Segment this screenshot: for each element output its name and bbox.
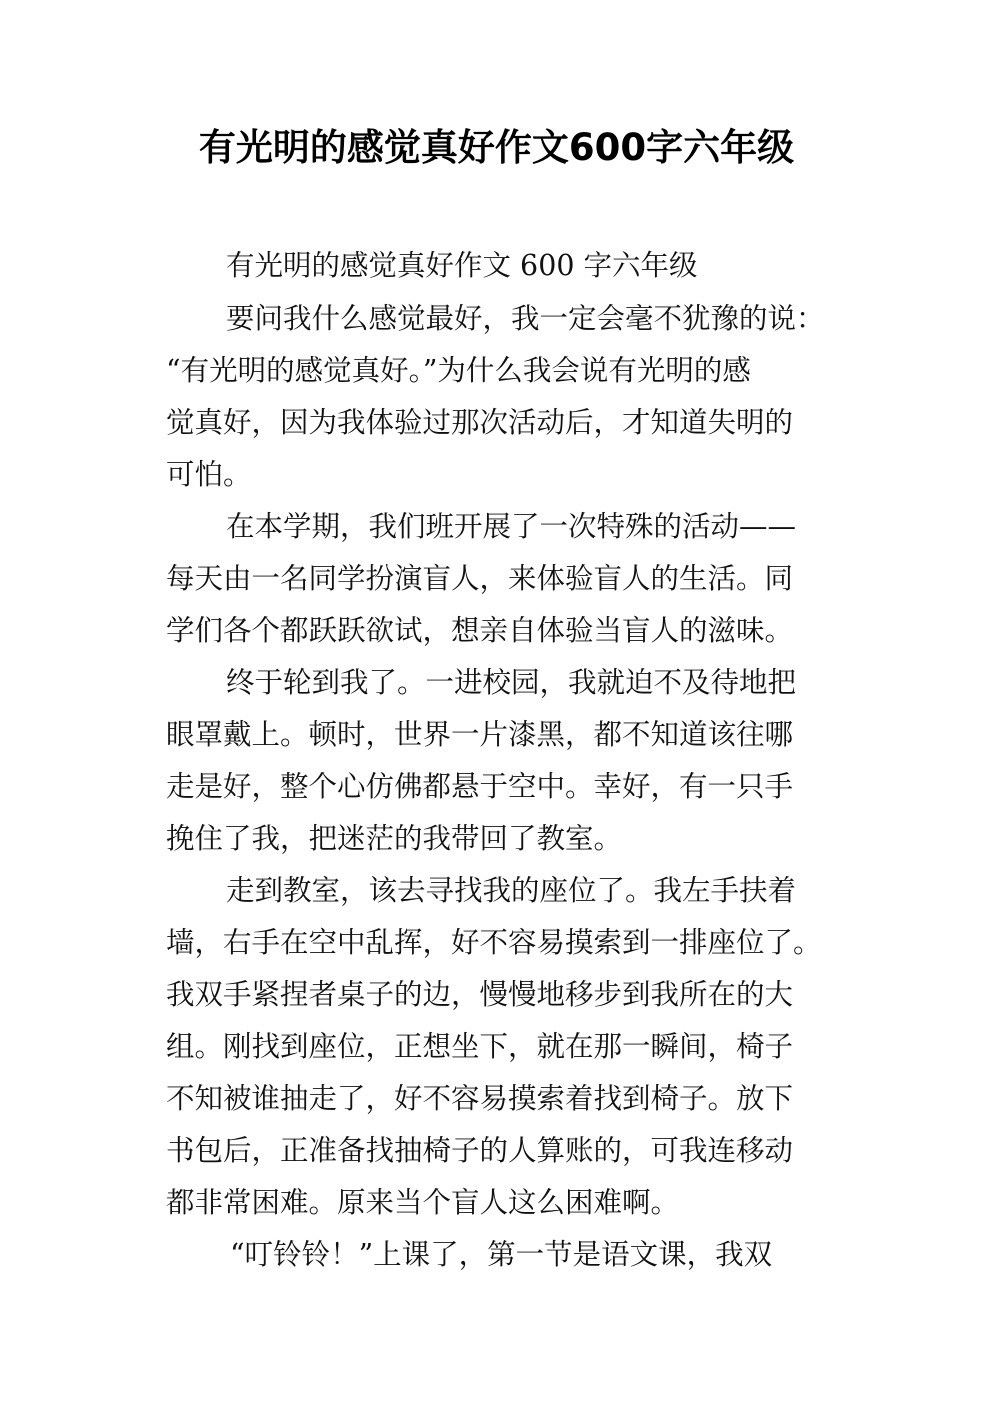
paragraph-line: 在本学期，我们班开展了一次特殊的活动—— [226,510,797,543]
paragraph-line: 走是好，整个心仿佛都悬于空中。幸好，有一只手 [166,770,794,803]
paragraph-line: 每天由一名同学扮演盲人，来体验盲人的生活。同 [166,562,794,595]
paragraph-line: 终于轮到我了。一进校园，我就迫不及待地把 [226,666,797,699]
paragraph-line: 我双手紧捏者桌子的边，慢慢地移步到我所在的大 [166,978,794,1011]
paragraph-line: 眼罩戴上。顿时，世界一片漆黑，都不知道该往哪 [166,718,794,751]
document-title: 有光明的感觉真好作文600字六年级 [198,126,795,169]
paragraph-line: “有光明的感觉真好。”为什么我会说有光明的感 [166,354,751,387]
paragraph-line: 书包后，正准备找抽椅子的人算账的，可我连移动 [166,1134,794,1167]
paragraph-line: 墙，右手在空中乱挥，好不容易摸索到一排座位了。 [166,926,822,959]
paragraph-line: 学们各个都跃跃欲试，想亲自体验当盲人的滋味。 [166,614,794,647]
paragraph-line: 组。刚找到座位，正想坐下，就在那一瞬间，椅子 [166,1030,794,1063]
paragraph-line: 挽住了我，把迷茫的我带回了教室。 [166,822,623,855]
paragraph-line: “叮铃铃！”上课了，第一节是语文课，我双 [230,1238,773,1271]
paragraph-line: 可怕。 [166,458,252,491]
paragraph-line: 要问我什么感觉最好，我一定会毫不犹豫的说： [226,302,825,335]
paragraph-line: 走到教室，该去寻找我的座位了。我左手扶着 [226,874,797,907]
paragraph-line: 觉真好，因为我体验过那次活动后，才知道失明的 [166,406,794,439]
paragraph-line: 都非常困难。原来当个盲人这么困难啊。 [166,1186,680,1219]
paragraph-line: 不知被谁抽走了，好不容易摸索着找到椅子。放下 [166,1082,794,1115]
paragraph-line: 有光明的感觉真好作文 600 字六年级 [226,249,698,282]
